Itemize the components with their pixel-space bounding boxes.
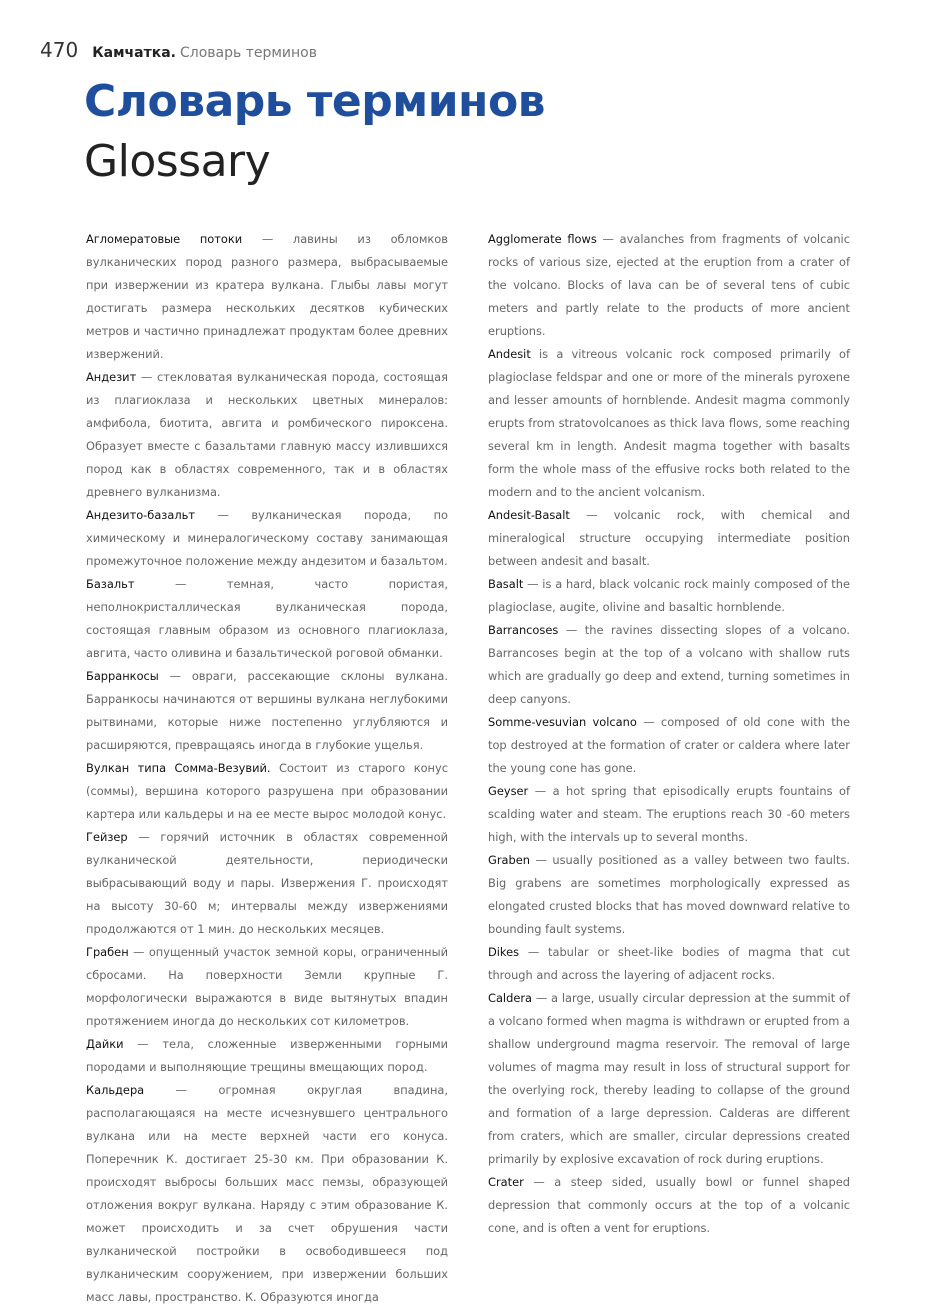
glossary-term: Гейзер bbox=[86, 830, 128, 844]
glossary-entry bbox=[86, 1079, 448, 1309]
glossary-term: Barrancoses bbox=[488, 623, 559, 637]
glossary-definition: — лавины из обломков вулканических пород разного размера, выбрасываемые при извержении из кратера вулкана. Глыбы лавы могут достигать размера нескольких десятков кубических метров и частично принадлежат продуктам более древних извержений. bbox=[86, 232, 448, 361]
page-title-en: Glossary bbox=[84, 136, 271, 187]
glossary-term: Agglomerate flows bbox=[488, 232, 597, 246]
glossary-column-ru bbox=[86, 228, 448, 1309]
glossary-entry bbox=[488, 228, 850, 343]
glossary-definition: — огромная округлая впадина, располагающаяся на месте исчезнувшего центрального вулкана или на месте верхней части его конуса. Поперечник К. достигает 25-30 км. При образовании К. происходят выбросы больших масс пемзы, образующей отложения вокруг вулкана. Наряду с этим образование К. может происходить и за счет обрушения части вулканической постройки в освободившееся под вулканическим сооружением, при извержении больших масс лавы, пространство. К. Образуются иногда bbox=[86, 1083, 448, 1304]
glossary-definition: — usually positioned as a valley between two faults. Big grabens are sometimes morphologically expressed as elongated crusted blocks that has moved downward relative to bounding fault systems. bbox=[488, 853, 850, 936]
glossary-definition: — a large, usually circular depression at the summit of a volcano formed when magma is withdrawn or erupted from a shallow underground magma reservoir. The removal of large volumes of magma may result in loss of structural support for the overlying rock, thereby leading to collapse of the ground and formation of a large depression. Calderas are different from craters, which are smaller, circular depressions created primarily by explosive excavation of rock during eruptions. bbox=[488, 991, 850, 1166]
glossary-entry bbox=[488, 504, 850, 573]
glossary-definition: — тела, сложенные изверженными горными породами и выполняющие трещины вмещающих пород. bbox=[86, 1037, 448, 1074]
glossary-entry bbox=[488, 849, 850, 941]
glossary-term: Барранкосы bbox=[86, 669, 159, 683]
glossary-entry bbox=[86, 504, 448, 573]
glossary-term: Dikes bbox=[488, 945, 520, 959]
glossary-entry bbox=[86, 228, 448, 366]
page-title-ru: Словарь терминов bbox=[84, 76, 546, 127]
glossary-term: Кальдера bbox=[86, 1083, 145, 1097]
glossary-term: Андезит bbox=[86, 370, 137, 384]
glossary-entry bbox=[86, 826, 448, 941]
running-head bbox=[40, 38, 317, 62]
glossary-definition: — volcanic rock, with chemical and mineralogical structure occupying intermediate position between andesit and basalt. bbox=[488, 508, 850, 568]
glossary-term: Basalt bbox=[488, 577, 524, 591]
glossary-entry bbox=[488, 573, 850, 619]
glossary-definition: — темная, часто пористая, неполнокристаллическая вулканическая порода, состоящая главным образом из основного плагиоклаза, авгита, часто оливина и базальтической роговой обманки. bbox=[86, 577, 448, 660]
glossary-definition: — овраги, рассекающие склоны вулкана. Барранкосы начинаются от вершины вулкана неглубокими рытвинами, которые ниже постепенно углубляются и расширяются, превращаясь иногда в глубокие ущелья. bbox=[86, 669, 448, 752]
glossary-entry bbox=[86, 665, 448, 757]
glossary-entry bbox=[488, 619, 850, 711]
glossary-term: Andesit bbox=[488, 347, 531, 361]
glossary-definition: — a hot spring that episodically erupts fountains of scalding water and steam. The eruptions reach 30 -60 meters high, with the intervals up to several months. bbox=[488, 784, 850, 844]
glossary-entry bbox=[488, 711, 850, 780]
page-number: 470 bbox=[40, 38, 79, 62]
glossary-term: Агломератовые потоки bbox=[86, 232, 243, 246]
glossary-term: Базальт bbox=[86, 577, 135, 591]
glossary-entry bbox=[488, 1171, 850, 1240]
glossary-term: Andesit-Basalt bbox=[488, 508, 570, 522]
glossary-entry bbox=[488, 780, 850, 849]
glossary-definition: — tabular or sheet-like bodies of magma that cut through and across the layering of adjacent rocks. bbox=[488, 945, 850, 982]
glossary-term: Somme-vesuvian volcano bbox=[488, 715, 637, 729]
glossary-term: Geyser bbox=[488, 784, 529, 798]
separator-dot: . bbox=[170, 45, 176, 61]
glossary-entry bbox=[86, 941, 448, 1033]
glossary-definition: — стекловатая вулканическая порода, состоящая из плагиоклаза и нескольких цветных минералов: амфибола, биотита, авгита и ромбического пироксена. Образует вместе с базальтами главную массу излившихся пород как в областях современного, так и в областях древнего вулканизма. bbox=[86, 370, 448, 499]
glossary-term: Graben bbox=[488, 853, 530, 867]
glossary-entry bbox=[488, 343, 850, 504]
glossary-term: Caldera bbox=[488, 991, 532, 1005]
glossary-definition: — горячий источник в областях современной вулканической деятельности, периодически выбрасывающий воду и пары. Извержения Г. происходят на высоту 30-60 м; интервалы между извержениями продолжаются от 1 мин. до нескольких месяцев. bbox=[86, 830, 448, 936]
glossary-entry bbox=[86, 573, 448, 665]
glossary-term: Crater bbox=[488, 1175, 524, 1189]
glossary-definition: Состоит из старого конус (соммы), вершина которого разрушена при образовании картера или кальдеры и на ее месте вырос молодой конус. bbox=[86, 761, 449, 821]
glossary-entry bbox=[488, 987, 850, 1171]
glossary-column-en bbox=[488, 228, 850, 1240]
glossary-definition: — опущенный участок земной коры, ограниченный сбросами. На поверхности Земли крупные Г. морфологически выражаются в виде вытянутых впадин протяжением иногда до нескольких сот километров. bbox=[86, 945, 448, 1028]
glossary-entry bbox=[86, 757, 448, 826]
glossary-entry bbox=[488, 941, 850, 987]
glossary-entry bbox=[86, 1033, 448, 1079]
glossary-definition: — is a hard, black volcanic rock mainly composed of the plagioclase, augite, olivine and basaltic hornblende. bbox=[488, 577, 850, 614]
glossary-term: Грабен bbox=[86, 945, 129, 959]
glossary-definition: — avalanches from fragments of volcanic rocks of various size, ejected at the eruption from a crater of the volcano. Blocks of lava can be of several tens of cubic meters and partly relate to the products of more ancient eruptions. bbox=[488, 232, 850, 338]
glossary-definition: — a steep sided, usually bowl or funnel shaped depression that commonly occurs at the top of a volcanic cone, and is often a vent for eruptions. bbox=[488, 1175, 850, 1235]
glossary-term: Дайки bbox=[86, 1037, 124, 1051]
glossary-definition: is a vitreous volcanic rock composed primarily of plagioclase feldspar and one or more of the minerals pyroxene and lesser amounts of hornblende. Andesit magma commonly erupts from stratovolcanoes as thick lava flows, some reaching several km in length. Andesit magma together with basalts form the whole mass of the effusive rocks both related to the modern and to the ancient volcanism. bbox=[488, 347, 850, 499]
glossary-term: Вулкан типа Сомма-Везувий. bbox=[86, 761, 271, 775]
section-name: Словарь терминов bbox=[179, 45, 317, 61]
glossary-definition: — composed of old cone with the top destroyed at the formation of crater or caldera where later the young cone has gone. bbox=[488, 715, 850, 775]
glossary-definition: — the ravines dissecting slopes of a volcano. Barrancoses begin at the top of a volcano with shallow ruts which are gradually go deep and extend, turning sometimes in deep canyons. bbox=[488, 623, 850, 706]
glossary-entry bbox=[86, 366, 448, 504]
glossary-term: Андезито-базальт bbox=[86, 508, 195, 522]
book-name: Камчатка bbox=[92, 45, 171, 61]
glossary-definition: — вулканическая порода, по химическому и минералогическому составу занимающая промежуточное положение между андезитом и базальтом. bbox=[86, 508, 448, 568]
